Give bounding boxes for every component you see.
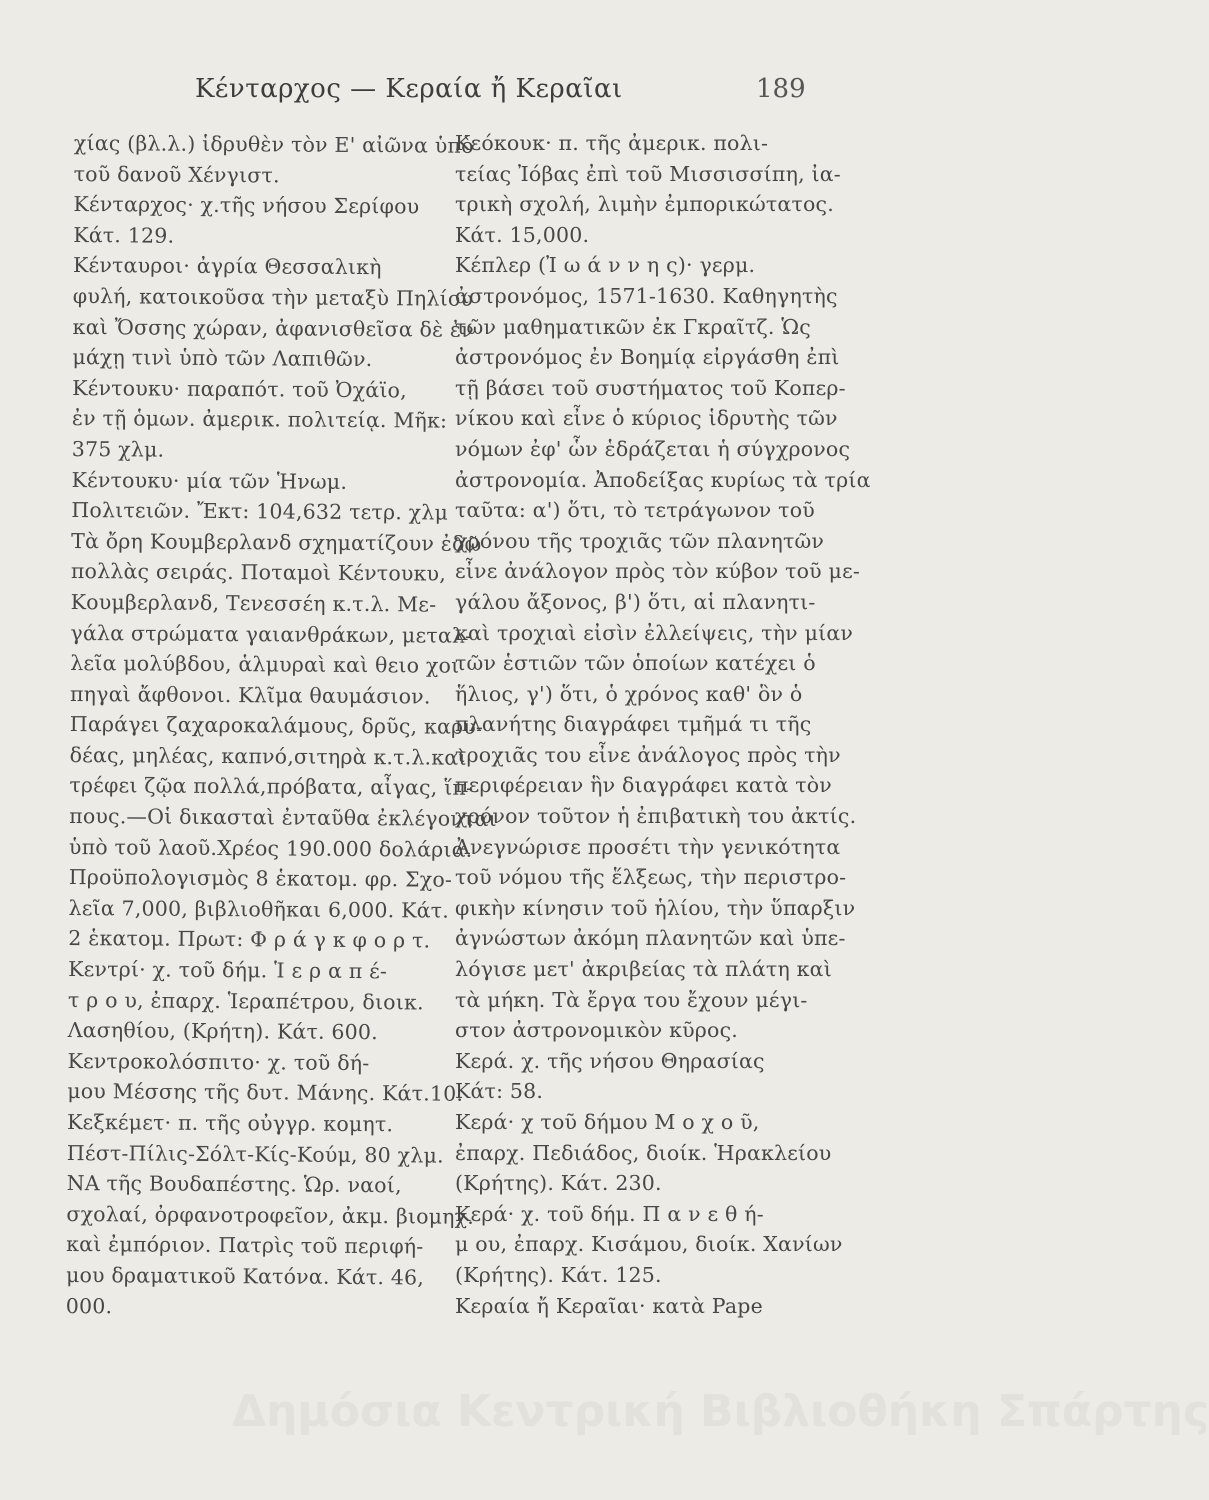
text-line: τοῦ νόμου τῆς ἕλξεως, τὴν περιστρο- bbox=[455, 865, 847, 890]
text-line: Ἀνεγνώρισε προσέτι τὴν γενικότητα bbox=[455, 834, 841, 859]
text-line: Κερά· χ τοῦ δήμου Μ ο χ ο ῦ, bbox=[455, 1110, 760, 1134]
text-line: νίκου καὶ εἶνε ὁ κύριος ἱδρυτὴς τῶν bbox=[455, 406, 838, 431]
text-line: καὶ τροχιαὶ εἰσὶν ἐλλείψεις, τὴν μίαν bbox=[455, 620, 854, 645]
text-line: ταῦτα: α') ὅτι, τὸ τετράγωνον τοῦ bbox=[455, 498, 815, 523]
text-line: τὰ μήκη. Τὰ ἔργα του ἔχουν μέγι- bbox=[455, 987, 808, 1012]
text-line: Παράγει ζαχαροκαλάμους, δρῦς, καρυ- bbox=[69, 712, 484, 740]
text-line: Κένταυροι· ἀγρία Θεσσαλικὴ bbox=[72, 253, 382, 280]
text-line: τῶν ἑστιῶν τῶν ὁποίων κατέχει ὁ bbox=[455, 651, 816, 676]
text-line: ὑπὸ τοῦ λαοῦ.Χρέος 190.000 δολάρια. bbox=[68, 834, 473, 862]
text-line: πολλὰς σειράς. Ποταμοὶ Κέντουκυ, bbox=[70, 559, 447, 586]
text-line: λεῖα μολύβδου, ἁλμυραὶ καὶ θειο χοι bbox=[70, 651, 460, 678]
text-line: φυλή, κατοικοῦσα τὴν μεταξὺ Πηλίου bbox=[72, 283, 474, 311]
running-head bbox=[0, 74, 1028, 114]
text-line: καὶ Ὄσσης χώραν, ἀφανισθεῖσα δὲ ἐν bbox=[72, 314, 474, 342]
text-line: Κέπλερ (Ἰ ω ά ν ν η ς)· γερμ. bbox=[455, 253, 756, 278]
text-line: 000. bbox=[65, 1293, 113, 1318]
right-column bbox=[455, 128, 871, 1321]
text-line: τοῦ δανοῦ Χένγιστ. bbox=[73, 161, 280, 188]
text-line: (Κρήτης). Κάτ. 230. bbox=[455, 1171, 662, 1196]
text-line: ἀστρονόμος ἐν Βοημίᾳ εἰργάσθη ἐπὶ bbox=[455, 345, 840, 370]
text-line: Κεντροκολόσπιτο· χ. τοῦ δή- bbox=[67, 1048, 370, 1075]
left-column bbox=[65, 128, 497, 1323]
text-line: τρικὴ σχολή, λιμὴν ἐμπορικώτατος. bbox=[455, 192, 834, 217]
text-line: ἐν τῇ ὁμων. ἀμερικ. πολιτείᾳ. Μῆκ: bbox=[71, 406, 448, 433]
text-line: Λασηθίου, (Κρήτη). Κάτ. 600. bbox=[67, 1018, 378, 1045]
text-line: Κεντρί· χ. τοῦ δήμ. Ἱ ε ρ α π έ- bbox=[68, 957, 388, 984]
text-line: λόγισε μετ' ἀκριβείας τὰ πλάτη καὶ bbox=[455, 957, 832, 982]
text-line: Πολιτειῶν. Ἔκτ: 104,632 τετρ. χλμ bbox=[71, 498, 449, 525]
text-line: Κένταρχος· χ.τῆς νήσου Σερίφου bbox=[73, 192, 420, 219]
text-line: τ ρ ο υ, ἐπαρχ. Ἱεραπέτρου, διοικ. bbox=[67, 987, 424, 1015]
text-line: περιφέρειαν ἣν διαγράφει κατὰ τὸν bbox=[455, 773, 832, 798]
text-line: νόμων ἐφ' ὧν ἑδράζεται ἡ σύγχρονος bbox=[455, 436, 851, 461]
text-line: ἀγνώστων ἀκόμη πλανητῶν καὶ ὑπε- bbox=[455, 926, 846, 951]
text-line: μ ου, ἐπαρχ. Κισάμου, διοίκ. Χανίων bbox=[455, 1232, 843, 1257]
text-line: Πέστ-Πίλις-Σόλτ-Κίς-Κούμ, 80 χλμ. bbox=[66, 1140, 444, 1168]
text-line: μου δραματικοῦ Κατόνα. Κάτ. 46, bbox=[65, 1262, 425, 1290]
text-line: πους.—Οἱ δικασταὶ ἐνταῦθα ἐκλέγονται bbox=[69, 804, 497, 832]
text-line: φικὴν κίνησιν τοῦ ἡλίου, τὴν ὕπαρξιν bbox=[455, 895, 856, 920]
library-watermark: Δημόσια Κεντρική Βιβλιοθήκη Σπάρτης bbox=[232, 1386, 1209, 1437]
text-line: μάχῃ τινὶ ὑπὸ τῶν Λαπιθῶν. bbox=[72, 345, 373, 372]
text-line: τῶν μαθηματικῶν ἐκ Γκραῖτζ. Ὡς bbox=[455, 314, 811, 339]
text-line: εἶνε ἀνάλογον πρὸς τὸν κύβον τοῦ με- bbox=[455, 559, 861, 584]
text-line: 375 χλμ. bbox=[71, 436, 165, 462]
text-line: Κεόκουκ· π. τῆς ἀμερικ. πολι- bbox=[455, 131, 769, 155]
text-line: ἀστρονομία. Ἀποδείξας κυρίως τὰ τρία bbox=[455, 467, 871, 492]
text-line: γάλα στρώματα γαιανθράκων, μεταλ- bbox=[70, 620, 473, 648]
text-line: Τὰ ὄρη Κουμβερλανδ σχηματίζουν ἐδῶ bbox=[71, 528, 482, 556]
text-line: στον ἀστρονομικὸν κῦρος. bbox=[455, 1018, 738, 1043]
text-line: Κουμβερλανδ, Τενεσσέη κ.τ.λ. Με- bbox=[70, 589, 437, 617]
text-line: (Κρήτης). Κάτ. 125. bbox=[455, 1262, 662, 1287]
text-line: χρόνον τοῦτον ἡ ἐπιβατικὴ του ἀκτίς. bbox=[455, 804, 857, 829]
text-line: Κερά. χ. τῆς νήσου Θηρασίας bbox=[455, 1048, 765, 1073]
page-number: 189 bbox=[756, 74, 806, 104]
text-line: Κάτ: 58. bbox=[455, 1079, 544, 1104]
text-line: ἥλιος, γ') ὅτι, ὁ χρόνος καθ' ὃν ὁ bbox=[455, 681, 803, 706]
text-line: καὶ ἐμπόριον. Πατρὶς τοῦ περιφή- bbox=[66, 1232, 424, 1259]
text-line: λεῖα 7,000, βιβλιοθῆκαι 6,000. Κάτ. bbox=[68, 895, 450, 923]
text-line: χρόνου τῆς τροχιᾶς τῶν πλανητῶν bbox=[455, 528, 825, 553]
text-line: μου Μέσσης τῆς δυτ. Μάνης. Κάτ.10. bbox=[67, 1079, 464, 1107]
text-line: τείας Ἰόβας ἐπὶ τοῦ Μισσισσίπη, ἰα- bbox=[455, 161, 841, 186]
text-line: ἐπαρχ. Πεδιάδος, διοίκ. Ἡρακλείου bbox=[455, 1140, 832, 1165]
text-line: τρέφει ζῷα πολλά,πρόβατα, αἶγας, ἵπ- bbox=[69, 773, 474, 801]
text-line: χίας (βλ.λ.) ἱδρυθὲν τὸν Ε' αἰῶνα ὑπὸ bbox=[73, 130, 474, 158]
text-line: πηγαὶ ἄφθονοι. Κλῖμα θαυμάσιον. bbox=[69, 681, 431, 709]
text-line: τῇ βάσει τοῦ συστήματος τοῦ Κοπερ- bbox=[455, 375, 846, 400]
text-line: σχολαί, ὀρφανοτροφεῖον, ἀκμ. βιομηχ. bbox=[66, 1201, 475, 1229]
text-line: Κεραία ἤ Κεραῖαι· κατὰ Pape bbox=[455, 1293, 763, 1318]
text-line: Κάτ. 129. bbox=[73, 222, 175, 248]
page-title: Κένταρχος — Κεραία ἤ Κεραῖαι bbox=[195, 74, 623, 104]
text-line: ΝΑ τῆς Βουδαπέστης. Ὡρ. ναοί, bbox=[66, 1171, 402, 1198]
text-line: ἀστρονόμος, 1571-1630. Καθηγητὴς bbox=[455, 283, 838, 308]
text-line: Κερά· χ. τοῦ δήμ. Π α ν ε θ ή- bbox=[455, 1201, 764, 1226]
text-line: Κέντουκυ· παραπότ. τοῦ Ὀχάϊο, bbox=[72, 375, 407, 403]
text-line: τροχιᾶς του εἶνε ἀνάλογος πρὸς τὴν bbox=[455, 742, 841, 767]
text-line: Κάτ. 15,000. bbox=[455, 222, 590, 247]
text-line: πλανήτης διαγράφει τμῆμά τι τῆς bbox=[455, 712, 812, 737]
text-line: Προϋπολογισμὸς 8 ἑκατομ. φρ. Σχο- bbox=[68, 865, 453, 892]
text-line: δέας, μηλέας, καπνό,σιτηρὰ κ.τ.λ.καὶ bbox=[69, 742, 467, 770]
text-line: γάλου ἄξονος, β') ὅτι, αἱ πλανητι- bbox=[455, 589, 816, 614]
text-line: 2 ἑκατομ. Πρωτ: Φ ρ ά γ κ φ ο ρ τ. bbox=[68, 926, 431, 953]
text-line: Κεξκέμετ· π. τῆς οὐγγρ. κομητ. bbox=[66, 1109, 394, 1137]
text-line: Κέντουκυ· μία τῶν Ἡνωμ. bbox=[71, 467, 348, 494]
